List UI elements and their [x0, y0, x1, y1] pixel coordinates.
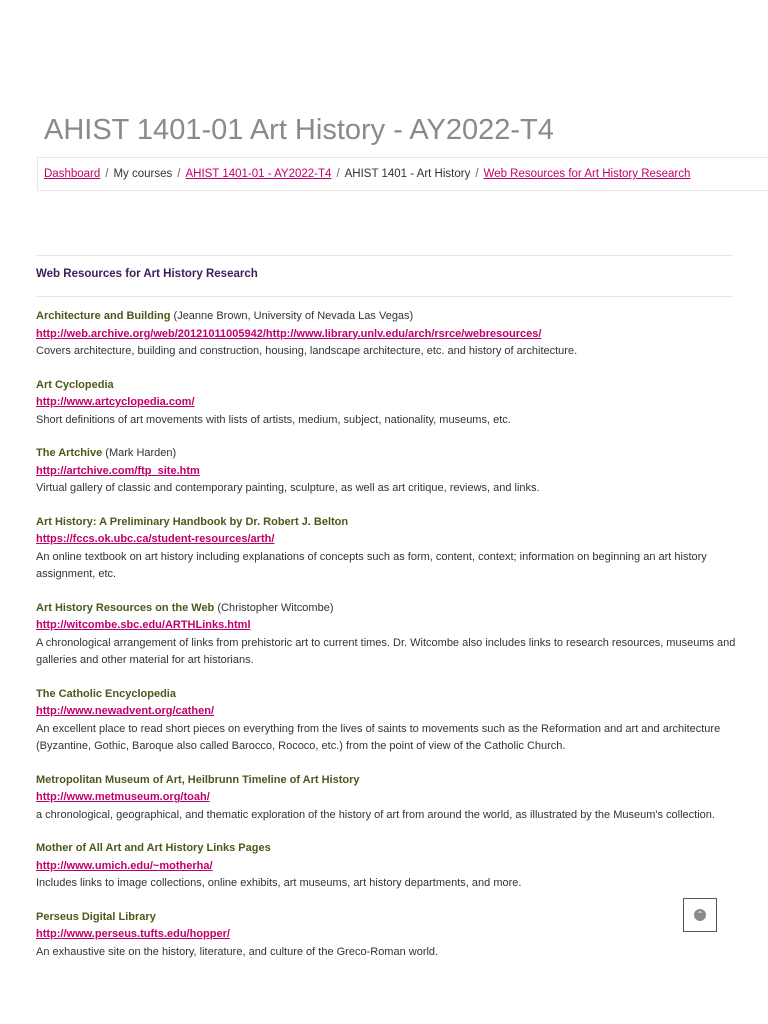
entry-description: Virtual gallery of classic and contemporary painting, sculpture, as well as art critique, reviews, and links.	[36, 482, 540, 494]
entry-description: An online textbook on art history including explanations of concepts such as form, content, context; information on beginning an art history assignment, etc.	[36, 550, 707, 580]
list-item	[36, 600, 736, 670]
resource-title: Web Resources for Art History Research	[36, 268, 258, 280]
list-item	[36, 686, 736, 756]
entry-description: An exhaustive site on the history, literature, and culture of the Greco-Roman world.	[36, 945, 439, 958]
entry-description: a chronological, geographical, and thematic exploration of the history of art from around the world, as illustrated by the Museum's collection.	[36, 808, 715, 821]
entry-name: Perseus Digital Library	[36, 910, 156, 923]
breadcrumb-course[interactable]: AHIST 1401-01 - AY2022-T4	[185, 168, 332, 180]
entry-author: (Mark Harden)	[105, 447, 177, 459]
list-item	[36, 909, 736, 962]
divider	[36, 255, 733, 256]
entry-link[interactable]: http://www.metmuseum.org/toah/	[36, 791, 210, 803]
entry-link[interactable]: http://artchive.com/ftp_site.htm	[36, 464, 200, 477]
back-to-top-button[interactable]	[683, 898, 717, 932]
entry-name: Mother of All Art and Art History Links Pages	[36, 842, 271, 854]
breadcrumb-separator: /	[475, 168, 479, 180]
breadcrumb-separator: /	[336, 168, 340, 180]
entry-link[interactable]: http://www.newadvent.org/cathen/	[36, 705, 215, 717]
entry-description: Includes links to image collections, online exhibits, art museums, art history departments, and more.	[36, 877, 522, 889]
entry-name: The Catholic Encyclopedia	[36, 687, 176, 700]
list-item	[36, 772, 736, 825]
entry-link[interactable]: https://fccs.ok.ubc.ca/student-resources/arth/	[36, 533, 275, 545]
divider	[36, 296, 733, 297]
list-item	[36, 514, 736, 584]
breadcrumb-section: AHIST 1401 - Art History	[344, 168, 471, 180]
entry-link[interactable]: http://witcombe.sbc.edu/ARTHLinks.html	[36, 619, 251, 631]
entry-name: Art History Resources on the Web	[36, 601, 215, 614]
list-item	[36, 308, 736, 361]
entry-description: An excellent place to read short pieces on everything from the lives of saints to movements such as the Reformation and art and architecture (Byzantine, Gothic, Baroque also called Barocco, Rococo, etc.) from the point of view of the Catholic Church.	[36, 722, 721, 752]
resource-list	[36, 308, 736, 977]
page-title: AHIST 1401-01 Art History - AY2022-T4	[44, 114, 554, 146]
entry-description: Short definitions of art movements with lists of artists, medium, subject, nationality, museums, etc.	[36, 413, 511, 426]
breadcrumb-current-page[interactable]: Web Resources for Art History Research	[483, 168, 691, 180]
list-item	[36, 445, 736, 498]
entry-link[interactable]: http://www.perseus.tufts.edu/hopper/	[36, 928, 230, 940]
entry-description: A chronological arrangement of links from prehistoric art to current times. Dr. Witcombe also includes links to research resources, museums and galleries and other material for art historians.	[36, 636, 736, 666]
entry-author: (Jeanne Brown, University of Nevada Las Vegas)	[173, 310, 414, 322]
entry-name: Architecture and Building	[36, 310, 171, 322]
breadcrumb-separator: /	[105, 168, 109, 180]
entry-link[interactable]: http://www.artcyclopedia.com/	[36, 396, 195, 408]
breadcrumb-my-courses: My courses	[113, 168, 173, 180]
entry-link[interactable]: http://www.umich.edu/~motherha/	[36, 859, 213, 872]
breadcrumb-dashboard[interactable]: Dashboard	[44, 168, 101, 180]
breadcrumb-separator: /	[177, 168, 181, 180]
chevron-up-circle-icon: ⌃	[694, 909, 706, 921]
entry-link[interactable]: http://web.archive.org/web/20121011005942/http://www.library.unlv.edu/arch/rsrce/webresources/	[36, 327, 542, 340]
entry-name: The Artchive	[36, 447, 103, 459]
list-item	[36, 840, 736, 893]
entry-author: (Christopher Witcombe)	[217, 601, 334, 614]
breadcrumb	[37, 157, 768, 191]
entry-name: Metropolitan Museum of Art, Heilbrunn Timeline of Art History	[36, 773, 360, 786]
list-item	[36, 377, 736, 430]
entry-description: Covers architecture, building and construction, housing, landscape architecture, etc. and history of architecture.	[36, 345, 578, 357]
entry-name: Art History: A Preliminary Handbook by Dr. Robert J. Belton	[36, 515, 349, 528]
entry-name: Art Cyclopedia	[36, 378, 114, 391]
